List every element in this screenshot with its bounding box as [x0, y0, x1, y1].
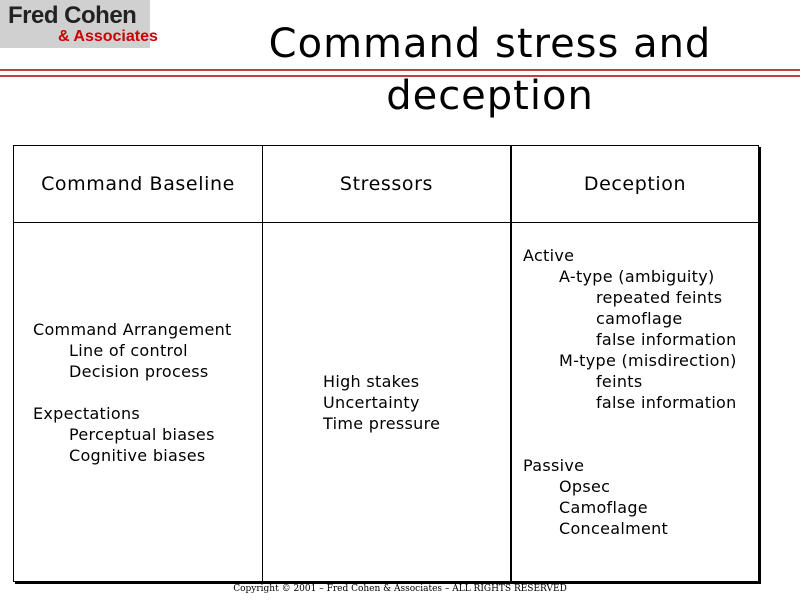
baseline-item: Expectations [33, 404, 141, 423]
deception-technique: false information [596, 393, 737, 412]
header-divider [14, 222, 758, 223]
deception-type: M-type (misdirection) [559, 351, 737, 370]
deception-technique: repeated feints [596, 288, 723, 307]
header-deception: Deception [583, 173, 687, 195]
baseline-subitem: Cognitive biases [69, 446, 206, 465]
deception-type: Opsec [559, 477, 611, 496]
header-command-baseline: Command Baseline [41, 173, 235, 195]
comparison-table [13, 145, 759, 582]
stressor-item: High stakes [323, 372, 420, 391]
title-line-1: Command stress and [268, 21, 712, 67]
deception-technique: feints [596, 372, 643, 391]
deception-technique: camoflage [596, 309, 683, 328]
stressor-item: Uncertainty [323, 393, 420, 412]
baseline-item: Command Arrangement [33, 320, 232, 339]
stressor-item: Time pressure [323, 414, 441, 433]
deception-type: Concealment [559, 519, 669, 538]
logo [0, 0, 158, 48]
page-title [160, 18, 800, 122]
copyright-footer: Copyright © 2001 – Fred Cohen & Associates – ALL RIGHTS RESERVED [233, 584, 567, 594]
header-stressors: Stressors [339, 173, 434, 195]
logo-subname: & Associates [58, 28, 158, 45]
logo-name: Fred Cohen [8, 2, 137, 29]
deception-type: Camoflage [559, 498, 648, 517]
deception-category: Passive [523, 456, 585, 475]
table-shadow-right [759, 147, 761, 584]
deception-type: A-type (ambiguity) [559, 267, 715, 286]
deception-technique: false information [596, 330, 737, 349]
baseline-subitem: Perceptual biases [69, 425, 215, 444]
baseline-subitem: Line of control [69, 341, 188, 360]
deception-category: Active [523, 246, 575, 265]
title-line-2: deception [386, 73, 594, 119]
baseline-subitem: Decision process [69, 362, 209, 381]
